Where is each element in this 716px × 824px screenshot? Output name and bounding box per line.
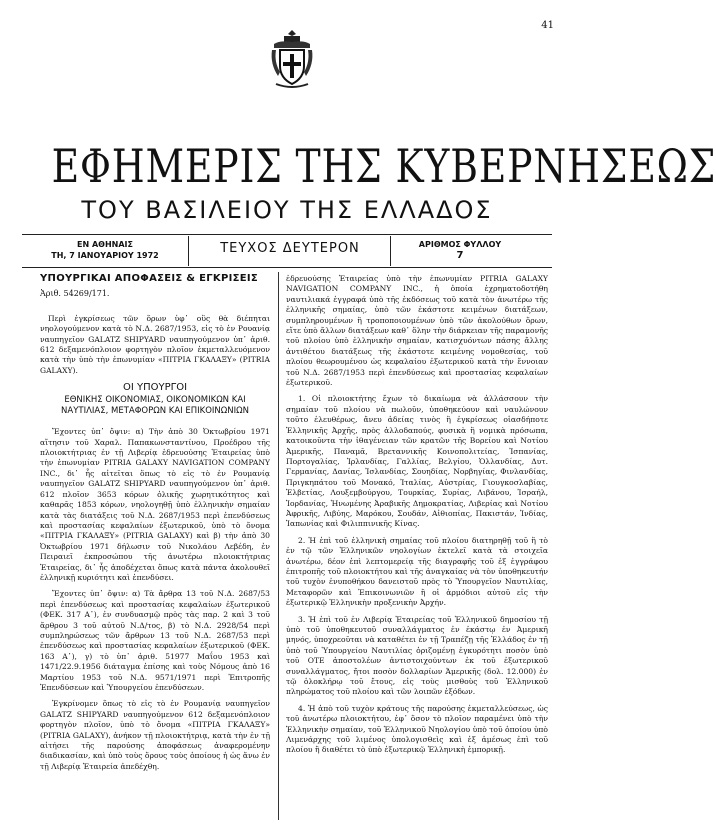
header-divider-right: [390, 236, 391, 266]
right-column: [286, 274, 548, 819]
left-paragraph: Ἔχοντες ὑπ᾽ ὄψιν: α) Τὰ ἄρθρα 13 τοῦ Ν.Δ. 2687/53 περὶ ἐπενδύσεως καὶ προστασίας κεφαλαίων ἐξωτερικοῦ (ΦΕΚ. 317 Α᾽), ἐν συνδυασμῷ πρὸς τὰς παρ. 2 καὶ 3 τοῦ ἄρθρου 3 τοῦ αὐτοῦ Ν.Δ/τος, β) τὸ Ν.Δ. 2928/54 περὶ συμπληρώσεως τῶν ἄρθρων 13 τοῦ Ν.Δ. 2687/53 περὶ ἐπενδύσεως καὶ προστασίας κεφαλαίων ἐξωτερικοῦ (ΦΕΚ. 163 Α᾽), γ) τὸ ὑπ᾽ ἀριθ. 51977 Μαΐου 1953 καὶ 1471/22.9.1956 διάταγμα ἐπίσης καὶ τοὺς Νόμους ἀπὸ 16 Μαρτίου 1953 τοῦ Ν.Δ. 9571/1971 περὶ Ἐπιτροπῆς Ἐπενδύσεων καὶ Ὑπουργείου ἐπενδύσεων.: [40, 589, 270, 692]
gazette-title: ΕΦΗΜΕΡΙΣ ΤΗΣ ΚΥΒΕΡΝΗΣΕΩΣ: [51, 139, 716, 193]
right-paragraph: 3. Ἡ ἐπὶ τοῦ ἐν Λιβερίᾳ Ἑταιρείας τοῦ Ἑλληνικοῦ δημοσίου τῇ ὑπὸ τοῦ ὑποθηκευτοῦ συναλλάγματος ἐν ἐκάστῳ ἐν Ἀμερικῆ μηνός, ὑποχρεοῦται νὰ καταθέτει ἐν τῇ Τραπέζῃ τῆς Ἑλλάδος ἐν τῇ ὑπὸ τοῦ Ὑπουργείου Ναυτιλίας ὁριζομένῃ ἐγκυρότητι ποσὸν ὑπὸ τοῦ ΟΤΕ ἀποστολέων ἀντιστοιχούντων ἐκ τοῦ ἐξωτερικοῦ συναλλάγματος, ἤτοι ποσὸν δολλαρίων Ἀμερικῆς (δολ. 12.000) ἐν τῷ ὁλοκλήρῳ τοῦ ἔτους, εἰς τοὺς μισθοὺς τοῦ Ἑλληνικοῦ πληρώματος τοῦ πλοίου καὶ τῶν λοιπῶν ἐξόδων.: [286, 614, 548, 697]
ministers-title: ΟΙ ΥΠΟΥΡΓΟΙ: [122, 382, 188, 394]
sheet-label: ΑΡΙΘΜΟΣ ΦΥΛΛΟΥ: [418, 240, 502, 249]
decision-intro: Περὶ ἐγκρίσεως τῶν ὅρων ὑφ᾽ οὓς θὰ διέπηται νηολογούμενον κατὰ τὸ Ν.Δ. 2687/1953, εἰς τὸ ἐν Ρουανίᾳ ναυπηγεῖον GALATZ SHIPYARD ναυπηγούμενον ὑπ᾽ ἀριθ. 612 δεξαμενόπλοιον φορτηγὸν πλοῖον ἐκμεταλλευόμενον κατὰ τὴν ὑπὸ τὴν ἐπωνυμίαν «ΠΙΤΡΙΑ ΓΚΑΛΑΞΥ» (PITRIA GALAXY).: [40, 313, 270, 375]
right-intro: ἐδρευούσης Ἑταιρείας ὑπὸ τὴν ἐπωνυμίαν PITRIA GALAXY NAVIGATION COMPANY INC., ἡ ὁποία ἐχρηματοδοτήθη ναυτιλιακά ἐγγραφά ὑπὸ τῆς ἐκδόσεως τοῦ κατὰ τὸν ἀνωτέρω τῆς ἑλληνικῆς σημαίας, ὑπὸ τῶν ἐκάστοτε κειμένων διατάξεων, συμπληρουμένων ἢ τροποποιουμένων ὑπὸ τῶν ἀκολούθων ὅρων, εἴτε ὑπὸ ἄλλων διατάξεων καθ᾽ ὅλην τὴν διάρκειαν τῆς παραμονῆς τοῦ πλοίου ὑπὸ ἑλληνικὴν σημαίαν, κατισχυόντων πάσης ἄλλης ἀντιθέτου διατάξεως τῆς ἑκάστοτε κειμένης νομοθεσίας, τοῦ πλοίου θεωρουμένου ὡς κεφαλαίου ἐξωτερικοῦ κατὰ τὴν ἔννοιαν τοῦ Ν.Δ. 2687/1953 περὶ ἐπενδύσεως καὶ προστασίας κεφαλαίων ἐξωτερικοῦ.: [286, 274, 548, 388]
header-top-rule: [22, 234, 552, 235]
issue-series: ΤΕΥΧΟΣ ΔΕΥΤΕΡΟΝ: [220, 241, 360, 256]
header-divider-left: [188, 236, 189, 266]
right-paragraph: 2. Ἡ ἐπὶ τοῦ ἑλληνικὴ σημαίας τοῦ πλοίου διατηρηθῇ τοῦ ἢ τὸ ἐν τῷ τῶν Ἑλληνικῶν νηολογίων ἐκτελεῖ κατὰ τὰ στοιχεῖα ἀνωτέρω, δέον ἐπὶ λεπτομερείᾳ τῆς διαγραφῆς τοῦ ἐξ ἐγγράφου ἐπιτροπῆς τοῦ πλοιοκτήτου καὶ τῆς ἀναγκαίας νὰ τὸν ὑποθηκευτήν τοῦ τυχὸν ἐνυποθήκου δανειστοῦ πρὸς τὸ Ὑπουργεῖον Ναυτιλίας, Μεταφορῶν καὶ Ἐπικοινωνιῶν ἢ οἱ ἁρμόδιοι αὐτοῦ εἰς τὴν ἐξωτερικῷ Ἑλληνικὴν προξενικὴν Ἀρχήν.: [286, 535, 548, 608]
left-column: [40, 274, 270, 819]
ministers-block: [40, 382, 270, 417]
left-paragraph: Ἐγκρίνομεν ὅπως τὸ εἰς τὸ ἐν Ρουμανίᾳ ναυπηγεῖον GALATZ SHIPYARD ναυπηγούμενον 612 δεξαμενόπλοιον φορτηγὸν πλοῖον, ὑπὸ τὸ ὄνομα «ΠΙΤΡΙΑ ΓΚΑΛΑΞΥ» (PITRIA GALAXY), ἀνήκον τῇ πλοιοκτήτριᾳ, κατὰ τὴν ἐν τῇ αἰτήσει τῆς παρούσης ἀποφάσεως ἀναφερομένην διαδικασίαν, καὶ ὑπὸ τοὺς ὅρους τοὺς ὁποίους ἡ ὡς ἄνω ἐν τῇ Λιβερίᾳ Ἑταιρεία ἀπεδέχθη.: [40, 699, 270, 771]
right-paragraph: 4. Ἡ ἀπὸ τοῦ τυχὸν κράτους τῆς παρούσης ἐκμεταλλεύσεως, ὡς τοῦ ἀνωτέρω πλοιοκτήτου, ἐφ᾽ ὅσον τὸ πλοῖον παραμένει ὑπὸ τὴν Ἑλληνικὴν σημαίαν, τοῦ Ἑλληνικοῦ Νηολογίου ὑπὸ τοῦ ὁποίου ὑπὸ Λιμενάρχης τοῦ λιμένος ὑπολογισθεὶς καὶ ἐξ ἀμέσως ἐπὶ τοῦ πλοίου ἢ διαθέτει τὸ ὑπὸ ἐξωτερικῷ Ἑλληνικὴ ἐμπορικῇ.: [286, 703, 548, 755]
coat-of-arms-emblem: [270, 28, 314, 90]
issue-place: ΕΝ ΑΘΗΝΑΙΣ: [77, 240, 133, 249]
page-number: 41: [541, 20, 554, 31]
sheet-number: 7: [456, 250, 464, 261]
decision-reference: Ἀριθ. 54269/171.: [40, 289, 110, 299]
column-divider: [278, 272, 279, 820]
issue-date: ΤΗ, 7 ΙΑΝΟΥΑΡΙΟΥ 1972: [51, 251, 159, 260]
section-heading: ΥΠΟΥΡΓΙΚΑΙ ΑΠΟΦΑΣΕΙΣ & ΕΓΚΡΙΣΕΙΣ: [40, 273, 259, 284]
issue-sheet: [400, 239, 520, 261]
gazette-subtitle: ΤΟΥ ΒΑΣΙΛΕΙΟΥ ΤΗΣ ΕΛΛΑΔΟΣ: [81, 196, 493, 224]
header-bottom-rule: [22, 267, 552, 268]
right-paragraph: 1. Οἱ πλοιοκτήτης ἔχων τὸ δικαίωμα νὰ ἀλλάσσουν τὴν σημαίαν τοῦ πλοίου νὰ πωλοῦν, ὑποθηκεύουν καὶ ναυλώνουν τοῦτο ἐλευθέρως, ἄνευ ἀδείας τινὸς ἢ ἐγκρίσεως οἱασδήποτε Ἑλληνικῆς Ἀρχῆς, πρὸς ἀλλοδαπούς, φυσικὰ ἢ νομικὰ πρόσωπα, κατοικοῦντα τὴν ἰθαγένειαν τῶν κρατῶν τῆς Βορείου καὶ Νοτίου Ἀμερικῆς, Παναμᾶ, Βρεταννικῆς Κοινοπολιτείας, Ἰσπανίας, Πορτογαλίας, Ἰρλανδίας, Γαλλίας, Βελγίου, Ὁλλανδίας, Δυτ. Γερμανίας, Δανίας, Ἰσλανδίας, Σουηδίας, Νορβηγίας, Φινλανδίας, Πριγκηπάτου τοῦ Μονακό, Ἰταλίας, Αὐστρίας, Γιουγκοσλαβίας, Ἑλβετίας, Λουξεμβούργου, Τουρκίας, Συρίας, Λιβάνου, Ἰσραήλ, Ἰορδανίας, Ἡνωμένης Ἀραβικῆς Δημοκρατίας, Λιβερίας καὶ Νοτίου Ἀφρικῆς, Λιβύης, Μαρόκου, Σουδάν, Αἰθιοπίας, Πακιστάν, Ἰνδίας, Ἰαπωνίας καὶ Φιλιππινικῆς Κίνας.: [286, 394, 548, 529]
ministries-list: ΕΘΝΙΚΗΣ ΟΙΚΟΝΟΜΙΑΣ, ΟΙΚΟΝΟΜΙΚΩΝ ΚΑΙ ΝΑΥΤΙΛΙΑΣ, ΜΕΤΑΦΟΡΩΝ ΚΑΙ ΕΠΙΚΟΙΝΩΝΙΩΝ: [61, 395, 249, 417]
issue-place-date: [40, 239, 170, 261]
left-paragraph: Ἔχοντες ὑπ᾽ ὄψιν: α) Τὴν ἀπὸ 30 Ὀκτωβρίου 1971 αἴτησιν τοῦ Χαραλ. Παπακωνσταντίνου, Προέδρου τῆς πλοιοκτήτριας ἐν τῇ Λιβερίᾳ ἑδρευούσης Ἑταιρείας ὑπὸ τὴν ἐπωνυμίαν PITRIA GALAXY NAVIGATION COMPANY INC., δι᾽ ἧς αἰτεῖται ὅπως τὸ εἰς τὸ ἐν Ρουμανίᾳ ναυπηγεῖον GALATZ SHIPYARD ναυπηγούμενον ὑπ᾽ ἀριθ. 612 πλοῖον 3653 κόρων ὁλικῆς χωρητικότητος καὶ καθαρᾶς 1853 κόρων, νηολογηθῇ ὑπὸ ἑλληνικὴν σημαίαν κατὰ τὰς διατάξεις τοῦ Ν.Δ. 2687/1953 περὶ ἐπενδύσεως καὶ προστασίας κεφαλαίων ἐξωτερικοῦ, ὑπὸ τὸ ὄνομα «ΠΙΤΡΙΑ ΓΚΑΛΑΞΥ» (PITRIA GALAXY) καὶ β) τὴν ἀπὸ 30 Ὀκτωβρίου 1971 δήλωσιν τοῦ Νικολάου Λεβέδη, ἐν Πειραιεῖ ἐκπροσώπου τῆς ἀνωτέρω πλοιοκτήτριας Ἑταιρείας, δι᾽ ἧς ἀποδέχεται ὅπως κατὰ πάντα ἀκολουθεῖ ἐλληνικῇ κυριότητι καὶ ἐπενδύσει.: [40, 427, 270, 582]
